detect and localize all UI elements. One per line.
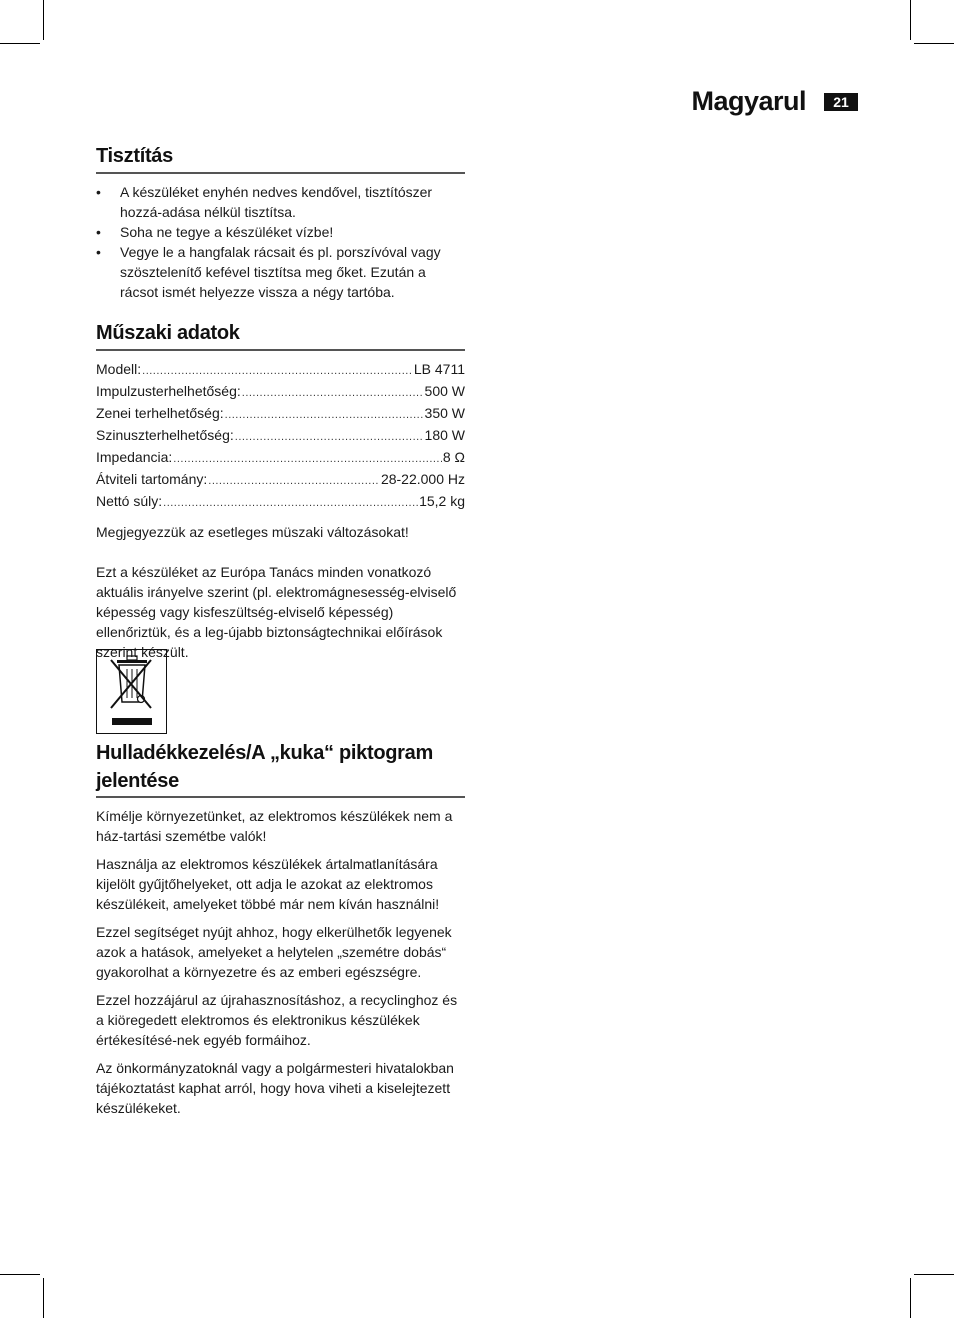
conformity-statement: Ezt a készüléket az Európa Tanács minden vonatkozó aktuális irányelve szerint (pl. elektromágnesesség-elviselő képesség vagy kisfeszültség-elviselő képesség) ellenőriztük, és a leg-újabb biztonságtechnikai előírások szerint készült. (96, 564, 457, 660)
disposal-paragraph: Kímélje környezetünket, az elektromos készülékek nem a ház-tartási szemétbe valók! (96, 808, 453, 844)
spec-label: Zenei terhelhetőség: (96, 405, 224, 421)
crop-mark (0, 43, 40, 44)
spec-row-music-load (96, 403, 465, 425)
spec-value: 15,2 kg (419, 493, 465, 509)
list-item: • Vegye le a hangfalak rácsait és pl. porszívóval vagy szösztelenítő kefével tisztítsa meg őket. Ezután a rácsot ismét helyezze vissza a négy tartóba. (96, 242, 465, 302)
specs-heading: Műszaki adatok (96, 322, 465, 351)
spec-label: Nettó súly: (96, 493, 163, 509)
spec-value: 180 W (424, 427, 465, 443)
disposal-paragraph: Használja az elektromos készülékek ártalmatlanítására kijelölt gyűjtőhelyeket, ott adja le azokat az elektromos készülékeit, amelyeket többé már nem kíván használni! (96, 856, 440, 912)
spec-label: Átviteli tartomány: (96, 471, 208, 487)
spec-value: 350 W (424, 405, 465, 421)
spec-row-impedance (96, 447, 465, 469)
cleaning-heading: Tisztítás (96, 145, 465, 174)
spec-row-frequency-range (96, 469, 465, 491)
page-number: 21 (824, 93, 858, 111)
specs-section (96, 322, 465, 662)
disposal-section (96, 739, 465, 1118)
spec-value: 500 W (424, 383, 465, 399)
list-item: • Soha ne tegye a készüléket vízbe! (96, 222, 465, 242)
spec-label: Modell: (96, 361, 142, 377)
crop-mark (914, 1274, 954, 1275)
crop-mark (43, 1278, 44, 1318)
spec-row-model (96, 359, 465, 381)
spec-value: 8 Ω (442, 449, 465, 465)
crop-mark (43, 0, 44, 40)
list-item: • A készüléket enyhén nedves kendővel, tisztítószer hozzá-adása nélkül tisztítsa. (96, 182, 465, 222)
cleaning-section (96, 145, 465, 302)
spec-list (96, 359, 465, 513)
spec-label: Impedancia: (96, 449, 173, 465)
technical-changes-note: Megjegyezzük az esetleges müszaki változásokat! (96, 524, 409, 540)
spec-label: Impulzusterhelhetőség: (96, 383, 241, 399)
page-language-title: Magyarul (691, 86, 806, 116)
spec-label: Szinuszterhelhetőség: (96, 427, 234, 443)
crossed-out-wheelie-bin-icon (96, 649, 167, 734)
crop-mark (910, 0, 911, 40)
cleaning-list (96, 182, 465, 302)
disposal-paragraph: Az önkormányzatoknál vagy a polgármesteri hivatalokban tájékoztatást kaphat arról, hogy hova viheti a kiselejtezett készülékeket. (96, 1060, 454, 1116)
spec-row-sine-load (96, 425, 465, 447)
crop-mark (910, 1278, 911, 1318)
spec-row-impulse-load (96, 381, 465, 403)
disposal-paragraph: Ezzel hozzájárul az újrahasznosításhoz, a recyclinghoz és a kiöregedett elektromos és elektronikus készülékek értékesítésé-nek egyéb formáihoz. (96, 992, 458, 1048)
crop-mark (914, 43, 954, 44)
spec-row-net-weight (96, 491, 465, 513)
crop-mark (0, 1274, 40, 1275)
disposal-paragraph: Ezzel segítséget nyújt ahhoz, hogy elkerülhetők legyenek azok a hatások, amelyeket a helytelen „szemétre dobás“ gyakorolhat a környezetre és az emberi egészségre. (96, 924, 452, 980)
disposal-heading: Hulladékkezelés/A „kuka“ piktogram jelentése (96, 739, 465, 798)
spec-value: 28-22.000 Hz (380, 471, 465, 487)
spec-value: LB 4711 (413, 361, 465, 377)
